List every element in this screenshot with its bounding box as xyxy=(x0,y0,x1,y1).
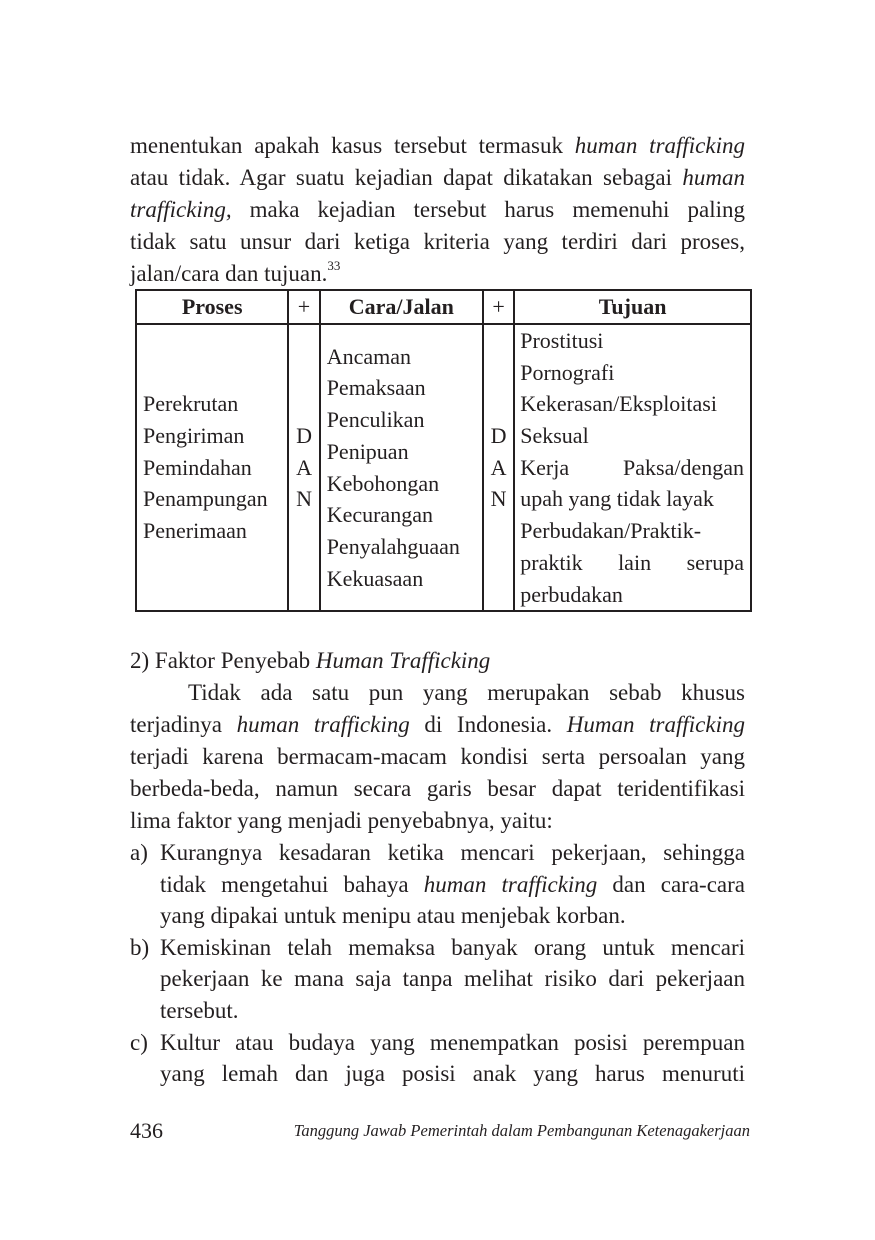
italic-term: human xyxy=(682,165,745,190)
para-line-5: lima faktor yang menjadi penyebabnya, yaitu: xyxy=(130,808,553,833)
page-number: 436 xyxy=(130,1118,163,1143)
text-span: di Indonesia. xyxy=(409,712,567,737)
header-plus-1: + xyxy=(288,290,319,324)
para-line-4: berbeda-beda, namun secara garis besar dapat teridentifikasi xyxy=(130,776,745,801)
header-proses: Proses xyxy=(136,290,288,324)
list-label: b) xyxy=(130,934,150,960)
tujuan-cell xyxy=(514,324,751,611)
list-item: Pemindahan xyxy=(143,454,252,480)
list-item: Penculikan xyxy=(326,407,425,433)
list-item: Kekerasan/Eksploitasi xyxy=(520,391,717,417)
list-item: Kerja Paksa/dengan xyxy=(520,454,744,480)
list-line: yang dipakai untuk menipu atau menjebak korban. xyxy=(160,903,626,929)
text-span: dan cara-cara xyxy=(597,871,745,897)
dan-letter: A xyxy=(296,454,312,480)
text-span: menentukan apakah kasus tersebut termasuk xyxy=(130,133,575,158)
proses-cell xyxy=(136,324,288,611)
page-footer xyxy=(130,1118,750,1148)
section-heading xyxy=(130,645,745,677)
list-item: Kebohongan xyxy=(326,470,440,496)
criteria-table xyxy=(135,289,752,612)
list-item: Penampungan xyxy=(143,486,268,512)
text-span: maka kejadian tersebut harus memenuhi paling xyxy=(231,197,745,222)
text-span: jalan/cara dan tujuan. xyxy=(130,261,328,286)
list-line xyxy=(160,869,745,901)
list-item: Pengiriman xyxy=(143,423,245,449)
dan-letter: N xyxy=(296,486,312,512)
list-item-c xyxy=(130,1027,745,1090)
text-span: terjadinya xyxy=(130,712,237,737)
italic-term: Human Trafficking xyxy=(315,648,491,673)
text-span: 2) Faktor Penyebab xyxy=(130,648,316,673)
header-plus-2: + xyxy=(483,290,514,324)
list-item-b xyxy=(130,932,745,1027)
intro-line-1 xyxy=(130,130,745,162)
header-tujuan: Tujuan xyxy=(514,290,751,324)
list-item: praktik lain serupa xyxy=(520,549,744,575)
italic-term: trafficking, xyxy=(130,197,232,222)
list-line: pekerjaan ke mana saja tanpa melihat risiko dari pekerjaan xyxy=(160,966,745,992)
list-label: a) xyxy=(130,840,148,865)
italic-term: human trafficking xyxy=(236,712,410,737)
header-cara-jalan: Cara/Jalan xyxy=(320,290,483,324)
para-line-1: Tidak ada satu pun yang merupakan sebab khusus xyxy=(188,680,745,705)
list-line: tersebut. xyxy=(160,997,239,1023)
list-item: perbudakan xyxy=(520,581,623,607)
dan-letter: D xyxy=(490,423,507,449)
list-item-a xyxy=(130,837,745,932)
dan-letter: A xyxy=(490,454,507,480)
list-item: Perbudakan/Praktik- xyxy=(520,518,702,544)
list-label: c) xyxy=(130,1029,148,1055)
list-item: Penerimaan xyxy=(143,518,247,544)
cara-cell xyxy=(320,324,483,611)
list-item: Kecurangan xyxy=(326,502,433,528)
intro-line-5 xyxy=(130,258,745,290)
footnote-marker: 33 xyxy=(327,258,341,274)
list-line: yang lemah dan juga posisi anak yang harus menuruti xyxy=(160,1061,745,1087)
list-item: Ancaman xyxy=(326,343,411,369)
list-item: Pornografi xyxy=(520,359,615,385)
intro-line-3 xyxy=(130,194,745,226)
intro-line-2 xyxy=(130,162,745,194)
text-span: tidak mengetahui bahaya xyxy=(160,871,424,897)
section-faktor xyxy=(130,645,745,837)
list-line: Kemiskinan telah memaksa banyak orang untuk mencari xyxy=(160,934,745,960)
italic-term: human trafficking xyxy=(574,133,745,158)
running-title: Tanggung Jawab Pemerintah dalam Pembangunan Ketenagakerjaan xyxy=(293,1121,750,1140)
dan-letter: N xyxy=(490,486,507,512)
list-item: upah yang tidak layak xyxy=(520,486,714,512)
dan-letter: D xyxy=(296,423,312,449)
italic-term: human trafficking xyxy=(423,871,598,897)
list-item: Perekrutan xyxy=(143,391,239,417)
text-span: atau tidak. Agar suatu kejadian dapat dikatakan sebagai xyxy=(130,165,683,190)
list-item: Seksual xyxy=(520,423,589,449)
list-line: Kurangnya kesadaran ketika mencari pekerjaan, sehingga xyxy=(160,840,745,865)
table-header-row xyxy=(136,290,751,324)
faktor-list xyxy=(130,837,745,1090)
intro-line-4: tidak satu unsur dari ketiga kriteria yang terdiri dari proses, xyxy=(130,229,745,254)
dan-cell-1 xyxy=(288,324,319,611)
list-item: Prostitusi xyxy=(520,328,604,353)
table-body-row xyxy=(136,324,751,611)
para-line-2 xyxy=(130,709,745,741)
list-item: Penyalahguaan xyxy=(326,534,460,559)
list-item: Pemaksaan xyxy=(326,375,426,401)
intro-paragraph xyxy=(130,130,745,290)
dan-cell-2 xyxy=(483,324,514,611)
list-item: Penipuan xyxy=(326,438,409,464)
list-line: Kultur atau budaya yang menempatkan posisi perempuan xyxy=(160,1029,745,1055)
italic-term: Human trafficking xyxy=(566,712,745,737)
para-line-3: terjadi karena bermacam-macam kondisi serta persoalan yang xyxy=(130,744,745,769)
list-item: Kekuasaan xyxy=(326,565,424,591)
